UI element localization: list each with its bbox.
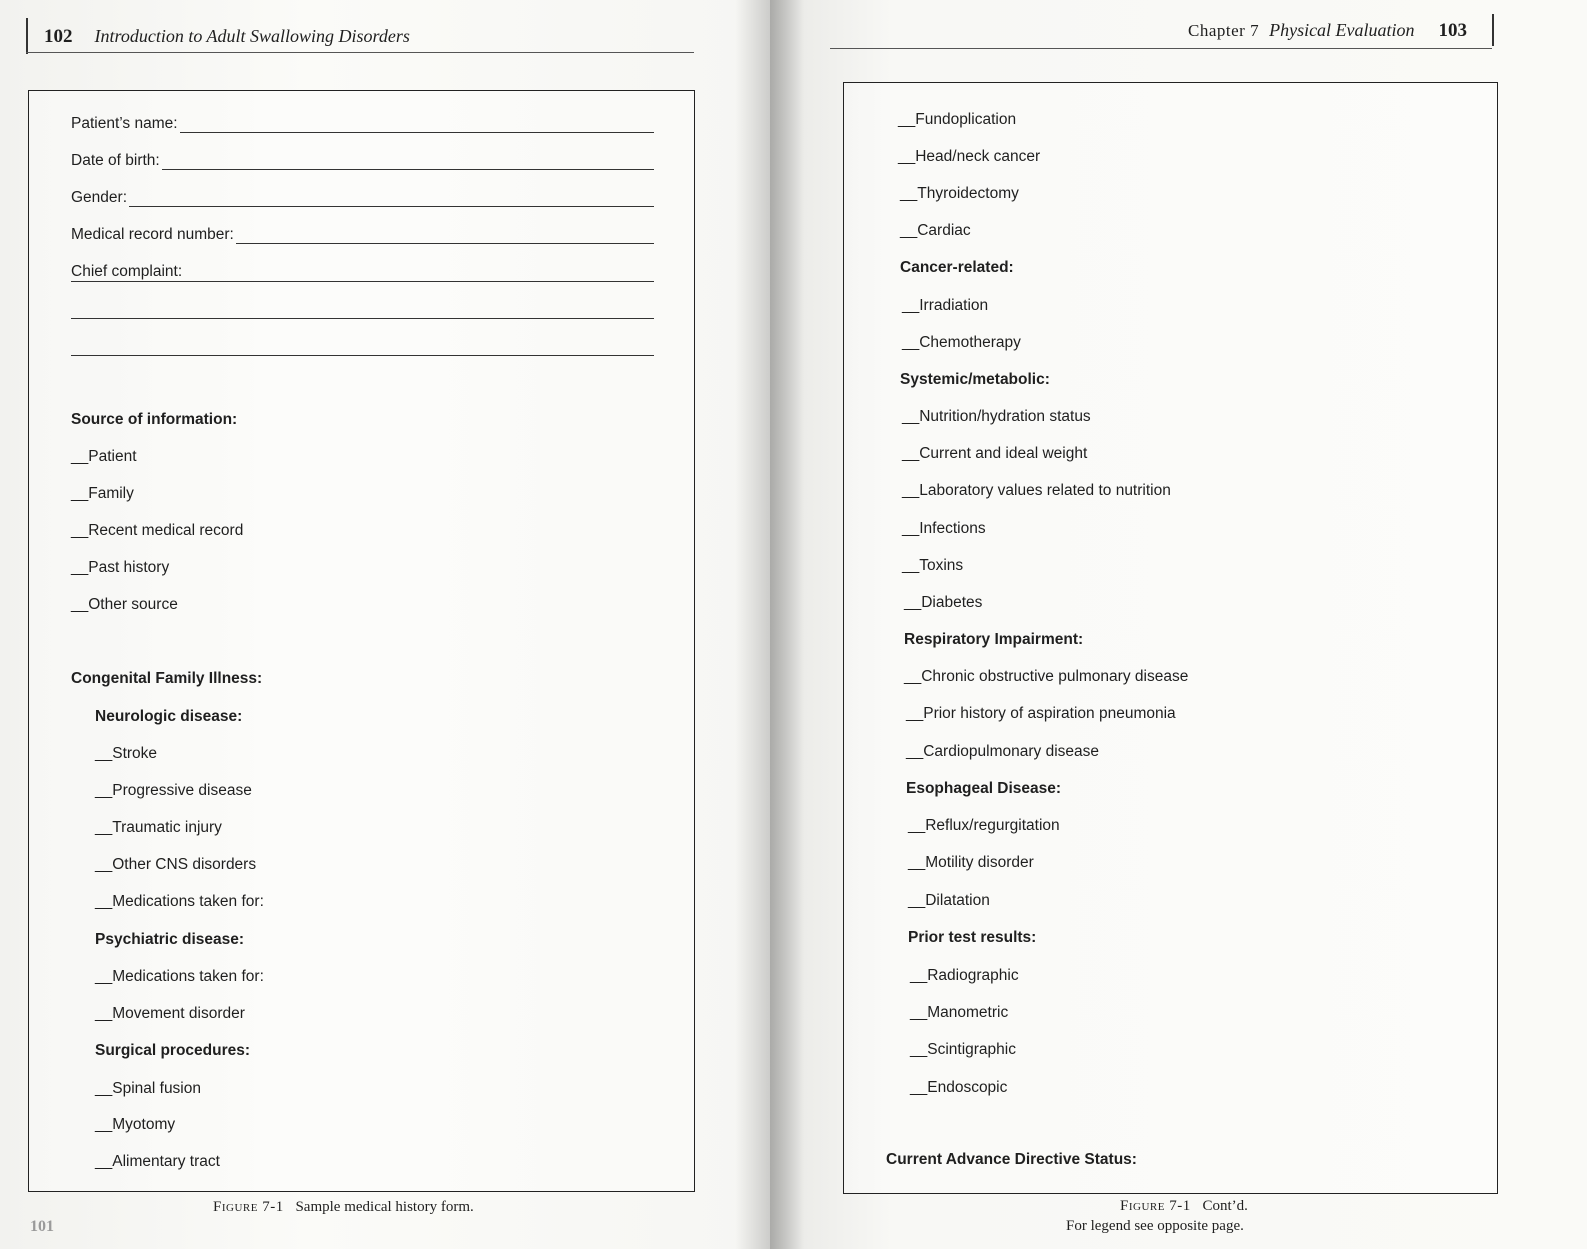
section-heading-congenital-family-illness: Congenital Family Illness:	[71, 670, 263, 687]
book-gutter-shadow	[735, 0, 805, 1249]
right-figure-caption	[1120, 1198, 1248, 1215]
checklist-item-diabetes[interactable]: __Diabetes	[904, 594, 983, 611]
right-header	[1188, 20, 1467, 42]
checklist-item-movement-disorder[interactable]: __Movement disorder	[95, 1005, 245, 1022]
figure-caption-contd: Cont’d.	[1202, 1198, 1248, 1214]
checklist-item-past-history[interactable]: __Past history	[71, 559, 170, 576]
checklist-item-current-and-ideal-weight[interactable]: __Current and ideal weight	[902, 445, 1088, 462]
checklist-item-myotomy[interactable]: __Myotomy	[95, 1116, 176, 1133]
field-label-medical-record-number: Medical record number:	[71, 226, 234, 243]
figure-label-right: Figure 7-1	[1120, 1198, 1191, 1214]
field-blank-patient-s-name[interactable]	[180, 132, 654, 133]
section-heading-esophageal-disease: Esophageal Disease:	[906, 780, 1062, 797]
checklist-item-fundoplication[interactable]: __Fundoplication	[898, 111, 1017, 128]
field-label-gender: Gender:	[71, 189, 128, 206]
left-figure-caption	[213, 1199, 474, 1216]
field-label-chief-complaint: Chief complaint:	[71, 263, 183, 280]
field-blank-gender[interactable]	[129, 206, 654, 207]
checklist-item-radiographic[interactable]: __Radiographic	[910, 967, 1019, 984]
header-rule-right	[1492, 14, 1494, 46]
section-heading-current-advance-directive-status: Current Advance Directive Status:	[886, 1151, 1137, 1168]
header-underline-left	[26, 52, 694, 53]
field-blank-medical-record-number[interactable]	[236, 243, 654, 244]
checklist-item-scintigraphic[interactable]: __Scintigraphic	[910, 1041, 1016, 1058]
checklist-item-prior-history-of-aspiration-pneumonia[interactable]: __Prior history of aspiration pneumonia	[906, 705, 1176, 722]
right-page-number: 103	[1438, 20, 1468, 41]
checklist-item-nutrition-hydration-status[interactable]: __Nutrition/hydration status	[902, 408, 1091, 425]
figure-caption-text: Sample medical history form.	[295, 1199, 474, 1215]
checklist-item-medications-taken-for[interactable]: __Medications taken for:	[95, 968, 264, 985]
checklist-item-dilatation[interactable]: __Dilatation	[908, 892, 990, 909]
section-heading-systemic-metabolic: Systemic/metabolic:	[900, 371, 1050, 388]
header-rule-left	[26, 18, 28, 54]
section-heading-prior-test-results: Prior test results:	[908, 929, 1037, 946]
checklist-item-head-neck-cancer[interactable]: __Head/neck cancer	[898, 148, 1041, 165]
figure-caption-legend: For legend see opposite page.	[1066, 1218, 1244, 1234]
bleed-folio: 101	[30, 1218, 54, 1235]
left-header	[44, 26, 410, 48]
field-blank-date-of-birth[interactable]	[162, 169, 654, 170]
checklist-item-alimentary-tract[interactable]: __Alimentary tract	[95, 1153, 220, 1170]
form-box-left	[28, 90, 695, 1192]
checklist-item-family[interactable]: __Family	[71, 485, 134, 502]
section-heading-psychiatric-disease: Psychiatric disease:	[95, 931, 245, 948]
section-heading-surgical-procedures: Surgical procedures:	[95, 1042, 251, 1059]
checklist-item-traumatic-injury[interactable]: __Traumatic injury	[95, 819, 222, 836]
field-label-patient-s-name: Patient’s name:	[71, 115, 178, 132]
left-running-title: Introduction to Adult Swallowing Disorders	[94, 26, 410, 46]
checklist-item-irradiation[interactable]: __Irradiation	[902, 297, 989, 314]
header-underline-right	[830, 48, 1492, 49]
checklist-item-toxins[interactable]: __Toxins	[902, 557, 964, 574]
checklist-item-reflux-regurgitation[interactable]: __Reflux/regurgitation	[908, 817, 1060, 834]
checklist-item-other-cns-disorders[interactable]: __Other CNS disorders	[95, 856, 257, 873]
checklist-item-progressive-disease[interactable]: __Progressive disease	[95, 782, 252, 799]
chapter-label: Chapter 7	[1188, 21, 1260, 40]
chief-complaint-line-3[interactable]	[71, 355, 654, 356]
figure-label: Figure 7-1	[213, 1199, 284, 1215]
checklist-item-endoscopic[interactable]: __Endoscopic	[910, 1079, 1008, 1096]
section-heading-neurologic-disease: Neurologic disease:	[95, 708, 243, 725]
field-label-date-of-birth: Date of birth:	[71, 152, 160, 169]
checklist-item-cardiopulmonary-disease[interactable]: __Cardiopulmonary disease	[906, 743, 1100, 760]
checklist-item-manometric[interactable]: __Manometric	[910, 1004, 1009, 1021]
checklist-item-chronic-obstructive-pulmonary-disease[interactable]: __Chronic obstructive pulmonary disease	[904, 668, 1189, 685]
checklist-item-spinal-fusion[interactable]: __Spinal fusion	[95, 1080, 201, 1097]
checklist-item-stroke[interactable]: __Stroke	[95, 745, 158, 762]
left-page-number: 102	[44, 26, 73, 47]
checklist-item-cardiac[interactable]: __Cardiac	[900, 222, 971, 239]
checklist-item-recent-medical-record[interactable]: __Recent medical record	[71, 522, 244, 539]
left-page	[0, 0, 770, 1249]
chief-complaint-line-2[interactable]	[71, 318, 654, 319]
checklist-item-patient[interactable]: __Patient	[71, 448, 137, 465]
checklist-item-laboratory-values-related-to-nutrition[interactable]: __Laboratory values related to nutrition	[902, 482, 1171, 499]
checklist-item-chemotherapy[interactable]: __Chemotherapy	[902, 334, 1021, 351]
chief-complaint-line-1[interactable]	[71, 281, 654, 282]
section-heading-source-of-information: Source of information:	[71, 411, 238, 428]
section-heading-respiratory-impairment: Respiratory Impairment:	[904, 631, 1084, 648]
checklist-item-thyroidectomy[interactable]: __Thyroidectomy	[900, 185, 1019, 202]
checklist-item-other-source[interactable]: __Other source	[71, 596, 178, 613]
right-page	[770, 0, 1587, 1249]
section-heading-cancer-related: Cancer-related:	[900, 259, 1014, 276]
right-running-title: Physical Evaluation	[1269, 20, 1415, 40]
checklist-item-medications-taken-for[interactable]: __Medications taken for:	[95, 893, 264, 910]
checklist-item-infections[interactable]: __Infections	[902, 520, 986, 537]
checklist-item-motility-disorder[interactable]: __Motility disorder	[908, 854, 1034, 871]
